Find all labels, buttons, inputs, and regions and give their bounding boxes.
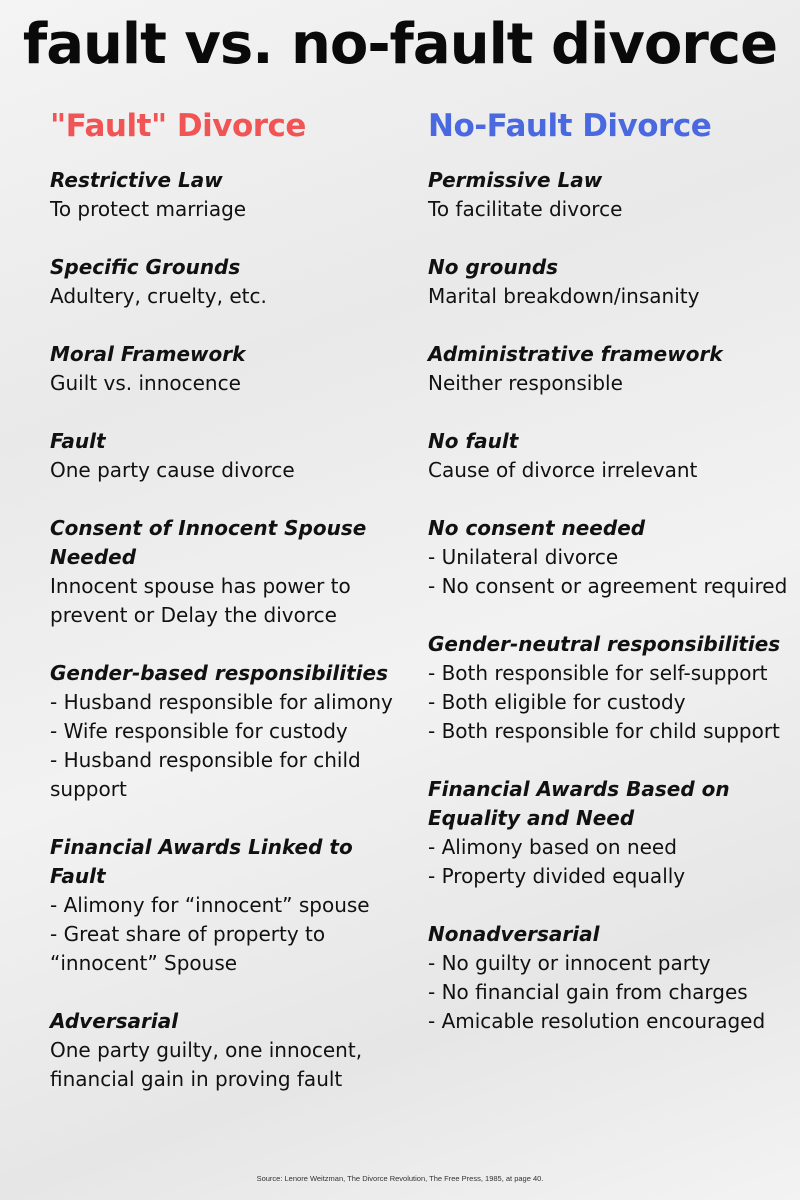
no-fault-list xyxy=(428,166,793,1036)
item-text: To facilitate divorce xyxy=(428,197,623,221)
list-item xyxy=(428,340,793,398)
item-text: - Alimony based on need xyxy=(428,835,677,859)
item-text: - Husband responsible for child support xyxy=(50,748,361,801)
item-heading: Adversarial xyxy=(50,1009,179,1033)
source-citation: Source: Lenore Weitzman, The Divorce Revolution, The Free Press, 1985, at page 40. xyxy=(256,1174,544,1183)
item-text: - Both eligible for custody xyxy=(428,690,686,714)
item-text: - Alimony for “innocent” spouse xyxy=(50,893,370,917)
item-text: - Both responsible for child support xyxy=(428,719,780,743)
list-item xyxy=(428,630,793,746)
item-heading: Fault xyxy=(50,429,106,453)
item-heading: Gender-based responsibilities xyxy=(50,661,388,685)
list-item xyxy=(50,833,400,978)
list-item xyxy=(50,514,400,630)
list-item xyxy=(428,166,793,224)
item-text: - No consent or agreement required xyxy=(428,574,788,598)
item-heading: No fault xyxy=(428,429,519,453)
list-item xyxy=(428,775,793,891)
item-text: - Unilateral divorce xyxy=(428,545,619,569)
list-item xyxy=(50,427,400,485)
item-text: Innocent spouse has power to prevent or Delay the divorce xyxy=(50,574,351,627)
item-heading: Consent of Innocent Spouse Needed xyxy=(50,516,367,569)
list-item xyxy=(50,1007,400,1094)
item-heading: Restrictive Law xyxy=(50,168,223,192)
page-title: fault vs. no-fault divorce xyxy=(22,12,778,77)
item-heading: Nonadversarial xyxy=(428,922,600,946)
item-heading: Permissive Law xyxy=(428,168,603,192)
list-item xyxy=(428,427,793,485)
item-heading: Specific Grounds xyxy=(50,255,241,279)
list-item xyxy=(50,659,400,804)
item-text: Guilt vs. innocence xyxy=(50,371,241,395)
item-text: One party guilty, one innocent, financial gain in proving fault xyxy=(50,1038,363,1091)
item-heading: Moral Framework xyxy=(50,342,246,366)
item-text: Adultery, cruelty, etc. xyxy=(50,284,267,308)
item-text: - No financial gain from charges xyxy=(428,980,748,1004)
no-fault-column xyxy=(428,108,793,1065)
no-fault-heading: No-Fault Divorce xyxy=(428,108,712,144)
item-text: - Property divided equally xyxy=(428,864,686,888)
item-text: Neither responsible xyxy=(428,371,623,395)
item-text: Cause of divorce irrelevant xyxy=(428,458,698,482)
list-item xyxy=(428,253,793,311)
item-heading: Financial Awards Linked to Fault xyxy=(50,835,353,888)
list-item xyxy=(50,340,400,398)
item-heading: Gender-neutral responsibilities xyxy=(428,632,781,656)
fault-heading: "Fault" Divorce xyxy=(50,108,306,144)
list-item xyxy=(428,920,793,1036)
item-heading: No grounds xyxy=(428,255,559,279)
item-text: - Amicable resolution encouraged xyxy=(428,1009,766,1033)
item-text: To protect marriage xyxy=(50,197,247,221)
item-heading: Administrative framework xyxy=(428,342,723,366)
item-text: - Husband responsible for alimony xyxy=(50,690,393,714)
list-item xyxy=(428,514,793,601)
item-text: - Great share of property to “innocent” Spouse xyxy=(50,922,326,975)
item-text: - Wife responsible for custody xyxy=(50,719,348,743)
item-heading: Financial Awards Based on Equality and Need xyxy=(428,777,730,830)
item-text: - No guilty or innocent party xyxy=(428,951,711,975)
item-text: Marital breakdown/insanity xyxy=(428,284,700,308)
item-text: - Both responsible for self-support xyxy=(428,661,768,685)
fault-list xyxy=(50,166,400,1094)
item-heading: No consent needed xyxy=(428,516,646,540)
list-item xyxy=(50,166,400,224)
item-text: One party cause divorce xyxy=(50,458,295,482)
fault-column xyxy=(50,108,400,1123)
list-item xyxy=(50,253,400,311)
